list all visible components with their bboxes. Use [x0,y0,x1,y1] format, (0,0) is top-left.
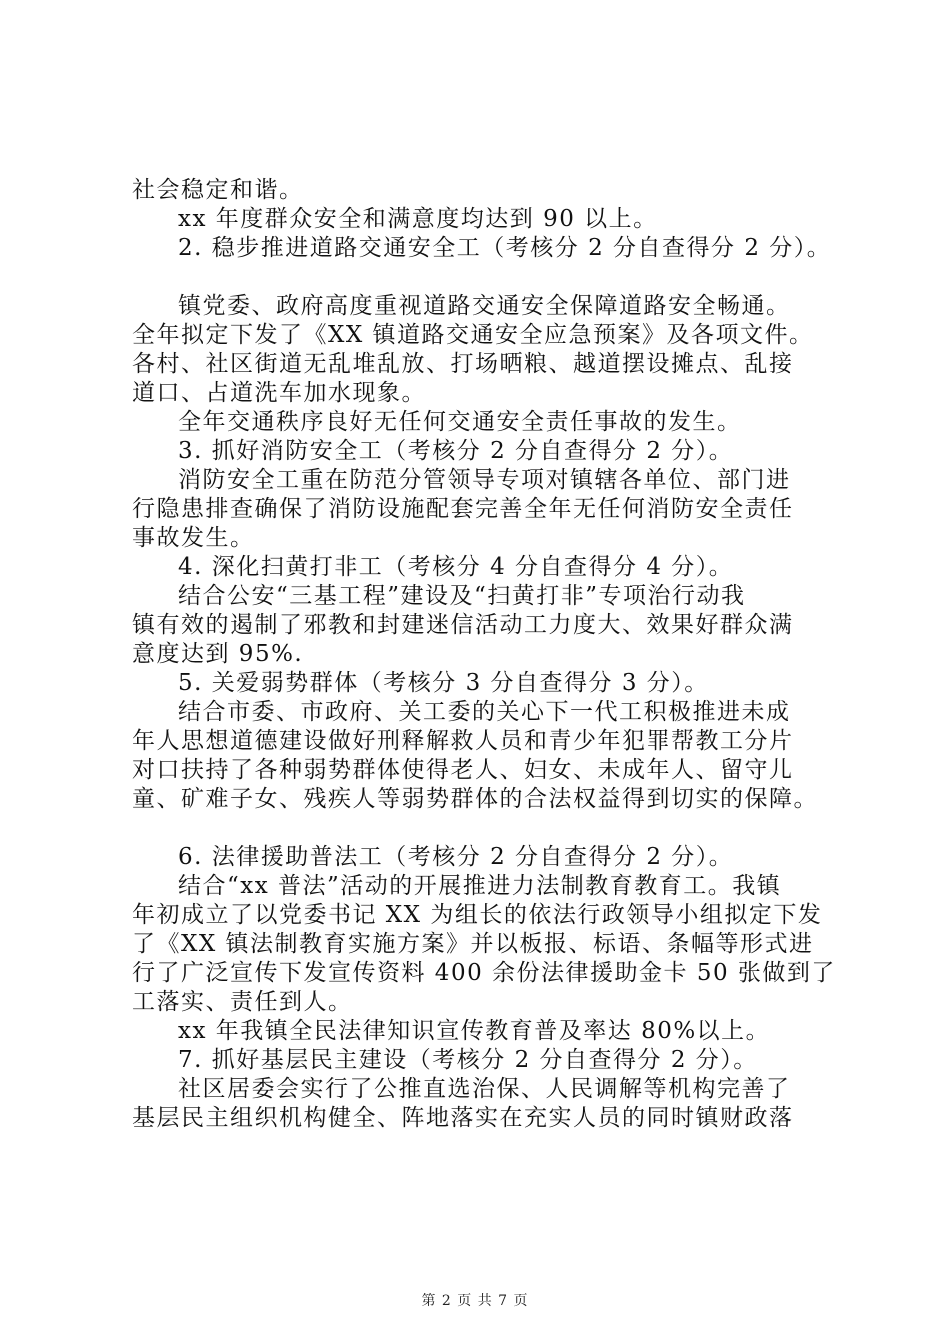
text-line: 镇党委、政府高度重视道路交通安全保障道路安全畅通。 [178,293,791,319]
paragraph-gap [132,814,832,843]
text-line: 2. 稳步推进道路交通安全工（考核分 2 分自查得分 2 分）。 [178,235,832,261]
text-line: 消防安全工重在防范分管领导专项对镇辖各单位、部门进 [178,467,791,493]
text-line: 7. 抓好基层民主建设（考核分 2 分自查得分 2 分）。 [178,1047,758,1073]
text-line: 结合“xx 普法”活动的开展推进力法制教育教育工。我镇 [178,873,782,899]
text-line: 道口、占道洗车加水现象。 [132,380,426,406]
page-footer: 第 2 页 共 7 页 [421,1293,529,1309]
text-line: 社会稳定和谐。 [132,177,304,203]
text-line: 6. 法律援助普法工（考核分 2 分自查得分 2 分）。 [178,844,734,870]
text-line: 各村、社区街道无乱堆乱放、打场晒粮、越道摆设摊点、乱接 [132,351,794,377]
text-line: 事故发生。 [132,525,255,551]
text-line: 3. 抓好消防安全工（考核分 2 分自查得分 2 分）。 [178,438,734,464]
text-line: 结合公安“三基工程”建设及“扫黄打非”专项治行动我 [178,583,746,609]
text-line: 行隐患排查确保了消防设施配套完善全年无任何消防安全责任 [132,496,794,522]
text-line: 基层民主组织机构健全、阵地落实在充实人员的同时镇财政落 [132,1105,794,1131]
text-line: xx 年我镇全民法律知识宣传教育普及率达 80%以上。 [178,1018,771,1044]
text-line: 工落实、责任到人。 [132,989,353,1015]
text-line: 4. 深化扫黄打非工（考核分 4 分自查得分 4 分）。 [178,554,734,580]
paragraph-gap [132,263,832,292]
text-line: xx 年度群众安全和满意度均达到 90 以上。 [178,206,658,232]
text-line: 社区居委会实行了公推直选治保、人民调解等机构完善了 [178,1076,791,1102]
text-line: 年人思想道德建设做好刑释解救人员和青少年犯罪帮教工分片 [132,728,794,754]
document-body [132,176,836,1133]
text-line: 5. 关爱弱势群体（考核分 3 分自查得分 3 分）。 [178,670,709,696]
text-line: 年初成立了以党委书记 XX 为组长的依法行政领导小组拟定下发 [132,902,823,928]
text-line: 结合市委、市政府、关工委的关心下一代工积极推进未成 [178,699,791,725]
text-line: 对口扶持了各种弱势群体使得老人、妇女、未成年人、留守儿 [132,757,794,783]
text-line: 全年交通秩序良好无任何交通安全责任事故的发生。 [178,409,742,435]
text-line: 行了广泛宣传下发宣传资料 400 余份法律援助金卡 50 张做到了 [132,960,836,986]
text-line: 了《XX 镇法制教育实施方案》并以板报、标语、条幅等形式进 [132,931,814,957]
text-line: 意度达到 95%. [132,641,304,667]
text-line: 全年拟定下发了《XX 镇道路交通安全应急预案》及各项文件。 [132,322,814,348]
text-line: 镇有效的遏制了邪教和封建迷信活动工力度大、效果好群众满 [132,612,794,638]
text-line: 童、矿难子女、残疾人等弱势群体的合法权益得到切实的保障。 [132,786,818,812]
